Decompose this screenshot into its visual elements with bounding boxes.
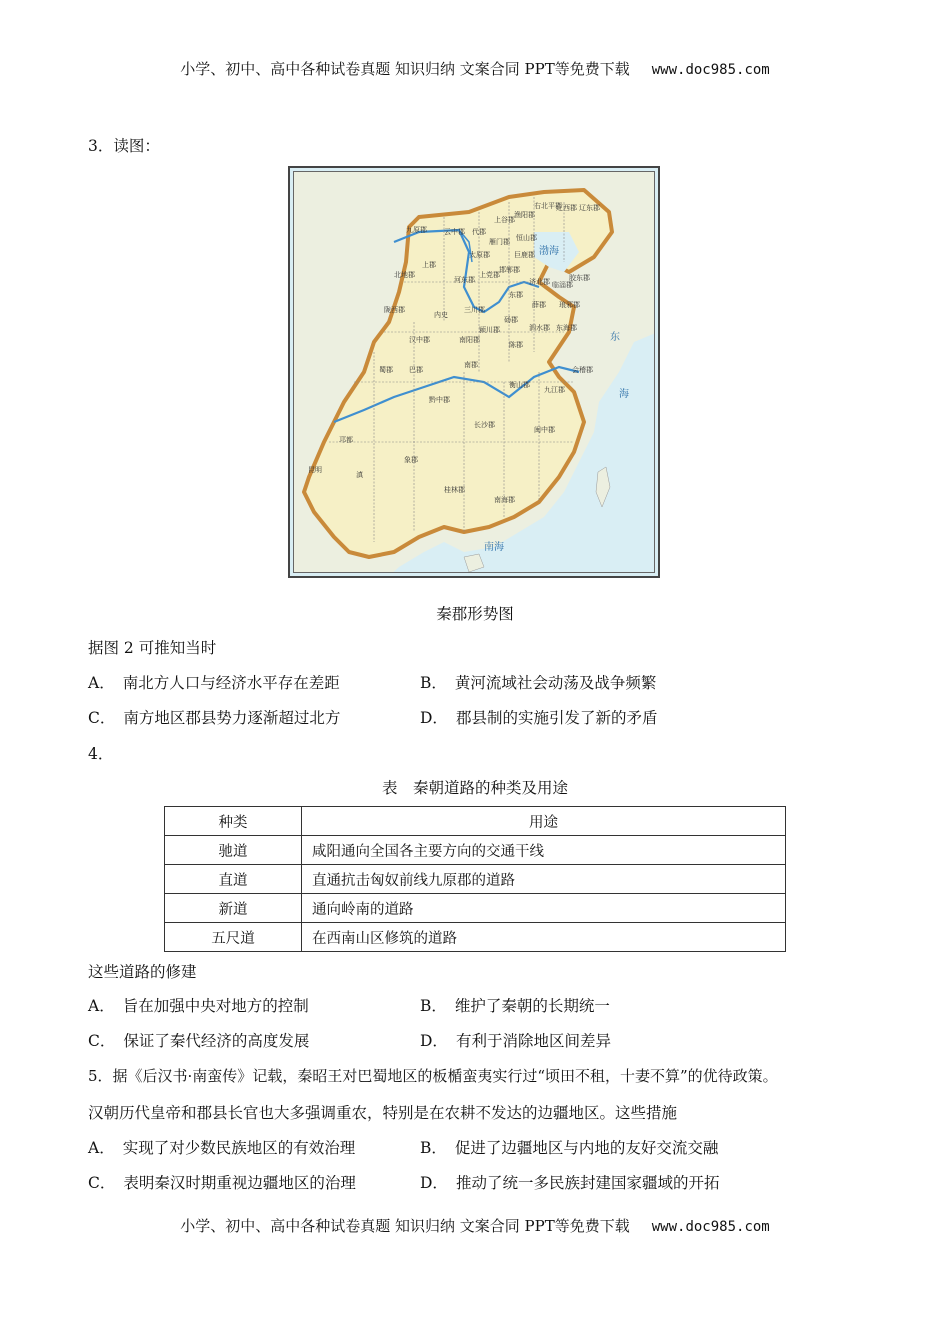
header-text: 小学、初中、高中各种试卷真题 知识归纳 文案合同 PPT等免费下载 (180, 60, 630, 78)
label-handan: 邯郸郡 (499, 266, 520, 274)
label-dai: 代郡 (472, 228, 486, 236)
option-letter: C． (88, 1032, 116, 1050)
table-cell-type: 五尺道 (165, 923, 302, 952)
label-jiujiang: 九江郡 (544, 386, 565, 394)
label-longxi: 陇西郡 (384, 306, 405, 314)
q3-option-a[interactable] (88, 671, 340, 693)
label-qiongdu: 邛都 (339, 436, 353, 444)
label-xue: 薛郡 (532, 301, 546, 309)
label-chen: 陈郡 (509, 341, 523, 349)
label-jiuyuan: 九原郡 (406, 226, 427, 234)
q5-option-c[interactable] (88, 1171, 356, 1193)
q5-option-d[interactable] (420, 1171, 719, 1193)
label-taiyuan: 太原郡 (469, 251, 490, 259)
table-header-type: 种类 (165, 807, 302, 836)
label-beidi: 北地郡 (394, 271, 415, 279)
label-jiaodong: 胶东郡 (569, 274, 590, 282)
label-hedong: 河东郡 (454, 276, 475, 284)
table-cell-type: 直道 (165, 865, 302, 894)
sea-label-nanhai: 南海 (484, 542, 504, 553)
option-letter: B． (420, 997, 447, 1015)
qin-commandery-map (288, 166, 660, 578)
footer-site[interactable]: www.doc985.com (651, 1219, 770, 1235)
table-header-use: 用途 (302, 807, 786, 836)
option-letter: A． (88, 674, 115, 692)
label-shang: 上郡 (422, 261, 436, 269)
option-text: 表明秦汉时期重视边疆地区的治理 (123, 1174, 356, 1192)
option-text: 旨在加强中央对地方的控制 (122, 997, 309, 1015)
option-text: 保证了秦代经济的高度发展 (123, 1032, 310, 1050)
label-yuyang: 渔阳郡 (514, 211, 535, 219)
label-kuaiji: 会稽郡 (572, 366, 593, 374)
option-text: 促进了边疆地区与内地的友好交流交融 (454, 1139, 719, 1157)
table-header-row (165, 807, 786, 836)
table-row (165, 923, 786, 952)
option-text: 南北方人口与经济水平存在差距 (122, 674, 340, 692)
q3-option-b[interactable] (420, 671, 656, 693)
option-text: 南方地区郡县势力逐渐超过北方 (123, 709, 341, 727)
label-nanhai: 南海郡 (494, 496, 515, 504)
table-row (165, 836, 786, 865)
footer-text: 小学、初中、高中各种试卷真题 知识归纳 文案合同 PPT等免费下载 (180, 1217, 630, 1235)
label-xiang: 象郡 (404, 456, 418, 464)
label-dong: 东郡 (509, 291, 523, 299)
label-shanggu: 上谷郡 (494, 216, 515, 224)
question-5-line1: 5．据《后汉书·南蛮传》记载，秦昭王对巴蜀地区的板楯蛮夷实行过“顷田不租，十妻不算”的优待政策。 (88, 1067, 778, 1085)
option-letter: D． (420, 709, 448, 727)
option-letter: A． (88, 1139, 115, 1157)
label-hengshan: 恒山郡 (516, 234, 537, 242)
option-letter: A． (88, 997, 115, 1015)
option-letter: D． (420, 1174, 448, 1192)
table-row (165, 865, 786, 894)
q3-option-c[interactable] (88, 706, 340, 728)
label-youbeiping: 右北平郡 (534, 202, 562, 210)
table-cell-use: 咸阳通向全国各主要方向的交通干线 (302, 836, 786, 865)
table-cell-use: 通向岭南的道路 (302, 894, 786, 923)
q4-option-b[interactable] (420, 994, 610, 1016)
q5-option-a[interactable] (88, 1136, 355, 1158)
option-text: 有利于消除地区间差异 (455, 1032, 611, 1050)
label-yanmen: 雁门郡 (489, 238, 510, 246)
option-letter: C． (88, 709, 116, 727)
q3-option-d[interactable] (420, 706, 657, 728)
label-minzhong: 闽中郡 (534, 426, 555, 434)
page-footer (0, 1215, 950, 1236)
table-title: 表 秦朝道路的种类及用途 (381, 779, 568, 797)
table-cell-type: 新道 (165, 894, 302, 923)
label-yingchuan: 颍川郡 (479, 326, 500, 334)
map-svg (294, 172, 655, 573)
label-qianzhong: 黔中郡 (429, 396, 450, 404)
option-text: 推动了统一多民族封建国家疆域的开拓 (455, 1174, 720, 1192)
table-cell-use: 直通抗击匈奴前线九原郡的道路 (302, 865, 786, 894)
question-4-number: 4． (88, 745, 114, 763)
sea-label-bohai: 渤海 (539, 246, 559, 257)
q4-option-a[interactable] (88, 994, 309, 1016)
label-kunming: 昆明 (308, 466, 322, 474)
label-neishi: 内史 (434, 311, 448, 319)
header-site[interactable]: www.doc985.com (651, 62, 770, 78)
table-cell-type: 驰道 (165, 836, 302, 865)
roads-table (164, 806, 786, 952)
sea-label-hai: 海 (619, 389, 629, 400)
label-liaoxi: 辽西郡 (556, 204, 577, 212)
page-header (0, 58, 950, 79)
label-julu: 巨鹿郡 (514, 251, 535, 259)
table-cell-use: 在西南山区修筑的道路 (302, 923, 786, 952)
q5-option-b[interactable] (420, 1136, 718, 1158)
label-guilin: 桂林郡 (444, 486, 465, 494)
label-donghai: 东海郡 (556, 324, 577, 332)
label-changsha: 长沙郡 (474, 421, 495, 429)
option-letter: D． (420, 1032, 448, 1050)
label-hengshan-s: 衡山郡 (509, 381, 530, 389)
sea-label-dong: 东 (610, 332, 620, 343)
label-shangdang: 上党郡 (479, 271, 500, 279)
question-3-number: 3．读图： (88, 137, 160, 155)
option-text: 黄河流域社会动荡及战争频繁 (454, 674, 657, 692)
label-linzi: 临淄郡 (552, 281, 573, 289)
map-caption: 秦郡形势图 (436, 605, 514, 623)
table-row (165, 894, 786, 923)
option-letter: B． (420, 674, 447, 692)
label-jibei: 济北郡 (529, 278, 550, 286)
option-text: 郡县制的实施引发了新的矛盾 (455, 709, 658, 727)
label-hanzhong: 汉中郡 (409, 336, 430, 344)
label-dang: 砀郡 (504, 316, 518, 324)
label-dian: 滇 (356, 471, 363, 479)
label-liaodong: 辽东郡 (579, 204, 600, 212)
label-ba: 巴郡 (409, 366, 423, 374)
label-yunzhong: 云中郡 (444, 228, 465, 236)
option-text: 实现了对少数民族地区的有效治理 (122, 1139, 356, 1157)
map-inner (293, 171, 655, 573)
q4-option-c[interactable] (88, 1029, 309, 1051)
label-langya: 琅邪郡 (559, 301, 580, 309)
label-shu: 蜀郡 (379, 366, 393, 374)
label-nan: 南郡 (464, 361, 478, 369)
q4-option-d[interactable] (420, 1029, 611, 1051)
option-letter: B． (420, 1139, 447, 1157)
label-sishui: 泗水郡 (529, 324, 550, 332)
option-letter: C． (88, 1174, 116, 1192)
label-sanchuan: 三川郡 (464, 306, 485, 314)
question-4-stem: 这些道路的修建 (88, 963, 197, 981)
option-text: 维护了秦朝的长期统一 (454, 997, 610, 1015)
label-nanyang: 南阳郡 (459, 336, 480, 344)
question-3-stem: 据图 2 可推知当时 (88, 639, 217, 657)
question-5-line2: 汉朝历代皇帝和郡县长官也大多强调重农，特别是在农耕不发达的边疆地区。这些措施 (88, 1104, 678, 1122)
